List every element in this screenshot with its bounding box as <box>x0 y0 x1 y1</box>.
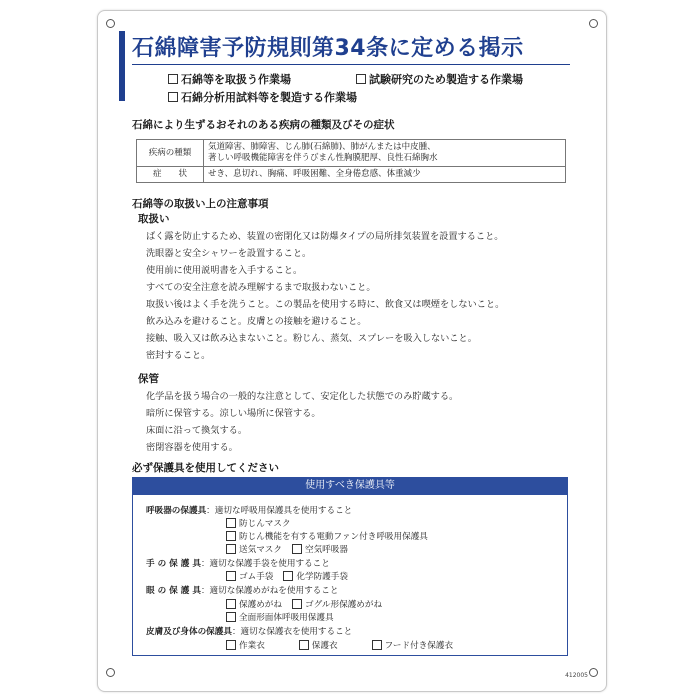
product-code: 412005 <box>565 672 588 679</box>
table-cell-value <box>204 140 566 167</box>
option-label: 保護衣 <box>311 641 338 651</box>
checkbox-icon <box>372 640 382 650</box>
option-label: ゴグル形保護めがね <box>304 600 383 610</box>
checkbox-icon <box>226 640 236 650</box>
ppe-options <box>226 570 358 582</box>
checkbox-icon <box>226 612 236 622</box>
ppe-group-body <box>146 625 352 637</box>
checkbox-item <box>168 89 357 105</box>
handling-line: 密封すること。 <box>146 350 211 361</box>
checkbox-icon <box>292 599 302 609</box>
option-label: 保護めがね <box>239 600 282 610</box>
checkbox-icon <box>299 640 309 650</box>
storage-line: 床面に沿って換気する。 <box>146 425 248 436</box>
ppe-group-hand <box>146 557 330 569</box>
option-label: 防じん機能を有する電動ファン付き呼吸用保護具 <box>239 532 428 542</box>
option-label: ゴム手袋 <box>239 572 274 582</box>
checkbox-label: 試験研究のため製造する作業場 <box>369 73 523 86</box>
storage-line: 化学品を扱う場合の一般的な注意として、安定化した状態でのみ貯蔵する。 <box>146 391 459 402</box>
table-cell-label: 疾病の種類 <box>137 140 204 167</box>
checkbox-icon <box>226 531 236 541</box>
cell-line: 気道障害、肺障害、じん肺(石綿肺)、肺がんまたは中皮腫、 <box>208 142 436 152</box>
title-accent-bar <box>119 31 125 101</box>
mount-hole-bottom-right <box>589 668 598 677</box>
option-label: 空気呼吸器 <box>304 545 348 555</box>
handling-line: 飲み込みを避けること。皮膚との接触を避けること。 <box>146 316 367 327</box>
storage-line: 密閉容器を使用する。 <box>146 442 238 453</box>
handling-line: 接触、吸入又は飲み込まないこと。粉じん、蒸気、スプレーを吸入しないこと。 <box>146 333 477 344</box>
handling-line: 使用前に使用説明書を入手すること。 <box>146 265 303 276</box>
disease-table <box>136 139 566 183</box>
checkbox-item <box>356 71 523 87</box>
ppe-desc: ：適切な呼吸用保護具を使用すること <box>206 506 353 516</box>
checkbox-icon <box>356 74 366 84</box>
ppe-options <box>226 598 392 610</box>
checkbox-label: 石綿等を取扱う作業場 <box>181 73 291 86</box>
checkbox-icon <box>168 92 178 102</box>
option-label: 化学防護手袋 <box>296 572 348 582</box>
title-underline <box>132 64 570 65</box>
table-cell-value <box>204 167 566 183</box>
handling-heading: 石綿等の取扱い上の注意事項 <box>132 198 269 210</box>
checkbox-icon <box>292 544 302 554</box>
sign-title: 石綿障害予防規則第34条に定める掲示 <box>132 36 524 61</box>
option-label: 防じんマスク <box>239 519 291 529</box>
ppe-options <box>226 530 438 542</box>
table-row <box>137 167 566 183</box>
checkbox-icon <box>226 571 236 581</box>
ppe-desc: ：適切な保護手袋を使用すること <box>200 559 330 569</box>
table-cell-label: 症 状 <box>137 167 204 183</box>
storage-subheading: 保管 <box>138 373 159 385</box>
ppe-desc: ：適切な保護衣を使用すること <box>231 627 353 637</box>
mount-hole-bottom-left <box>106 668 115 677</box>
ppe-heading: 必ず保護具を使用してください <box>132 462 279 474</box>
checkbox-icon <box>283 571 293 581</box>
cell-line: せき、息切れ、胸痛、呼吸困難、全身倦怠感、体重減少 <box>208 169 421 179</box>
option-label: 作業衣 <box>239 641 265 651</box>
checkbox-item <box>168 71 291 87</box>
mount-hole-top-right <box>589 19 598 28</box>
ppe-group-eye <box>146 584 338 596</box>
ppe-label: 皮膚及び身体の保護具 <box>146 627 232 637</box>
disease-heading: 石綿により生ずるおそれのある疾病の種類及びその症状 <box>132 119 395 131</box>
ppe-label: 眼 の 保 護 具 <box>146 586 201 596</box>
checkbox-icon <box>168 74 178 84</box>
ppe-options <box>226 611 344 623</box>
checkbox-icon <box>226 518 236 528</box>
option-label: 全面形面体呼吸用保護具 <box>239 613 334 623</box>
sign-board <box>97 10 607 692</box>
handling-line: 取扱い後はよく手を洗うこと。この製品を使用する時に、飲食又は喫煙をしないこと。 <box>146 299 505 310</box>
ppe-options <box>226 543 358 555</box>
checkbox-icon <box>226 599 236 609</box>
ppe-desc: ：適切な保護めがねを使用すること <box>200 586 339 596</box>
handling-line: ばく露を防止するため、装置の密閉化又は防爆タイプの局所排気装置を設置すること。 <box>146 231 504 242</box>
storage-line: 暗所に保管する。涼しい場所に保管する。 <box>146 408 321 419</box>
ppe-options <box>226 517 301 529</box>
ppe-label: 手 の 保 護 具 <box>146 559 201 569</box>
option-label: フード付き保護衣 <box>384 641 454 651</box>
option-label: 送気マスク <box>239 545 282 555</box>
cell-line: 著しい呼吸機能障害を伴うびまん性胸膜肥厚、良性石綿胸水 <box>208 153 438 163</box>
checkbox-label: 石綿分析用試料等を製造する作業場 <box>181 91 357 104</box>
handling-subheading: 取扱い <box>138 213 170 225</box>
ppe-header-bar: 使用すべき保護具等 <box>132 477 568 495</box>
handling-line: すべての安全注意を読み理解するまで取扱わないこと。 <box>146 282 376 293</box>
table-row <box>137 140 566 167</box>
ppe-group-respiratory <box>146 504 352 516</box>
handling-line: 洗眼器と安全シャワーを設置すること。 <box>146 248 312 259</box>
checkbox-icon <box>226 544 236 554</box>
mount-hole-top-left <box>106 19 115 28</box>
ppe-options <box>226 639 463 651</box>
ppe-label: 呼吸器の保護具 <box>146 506 207 516</box>
